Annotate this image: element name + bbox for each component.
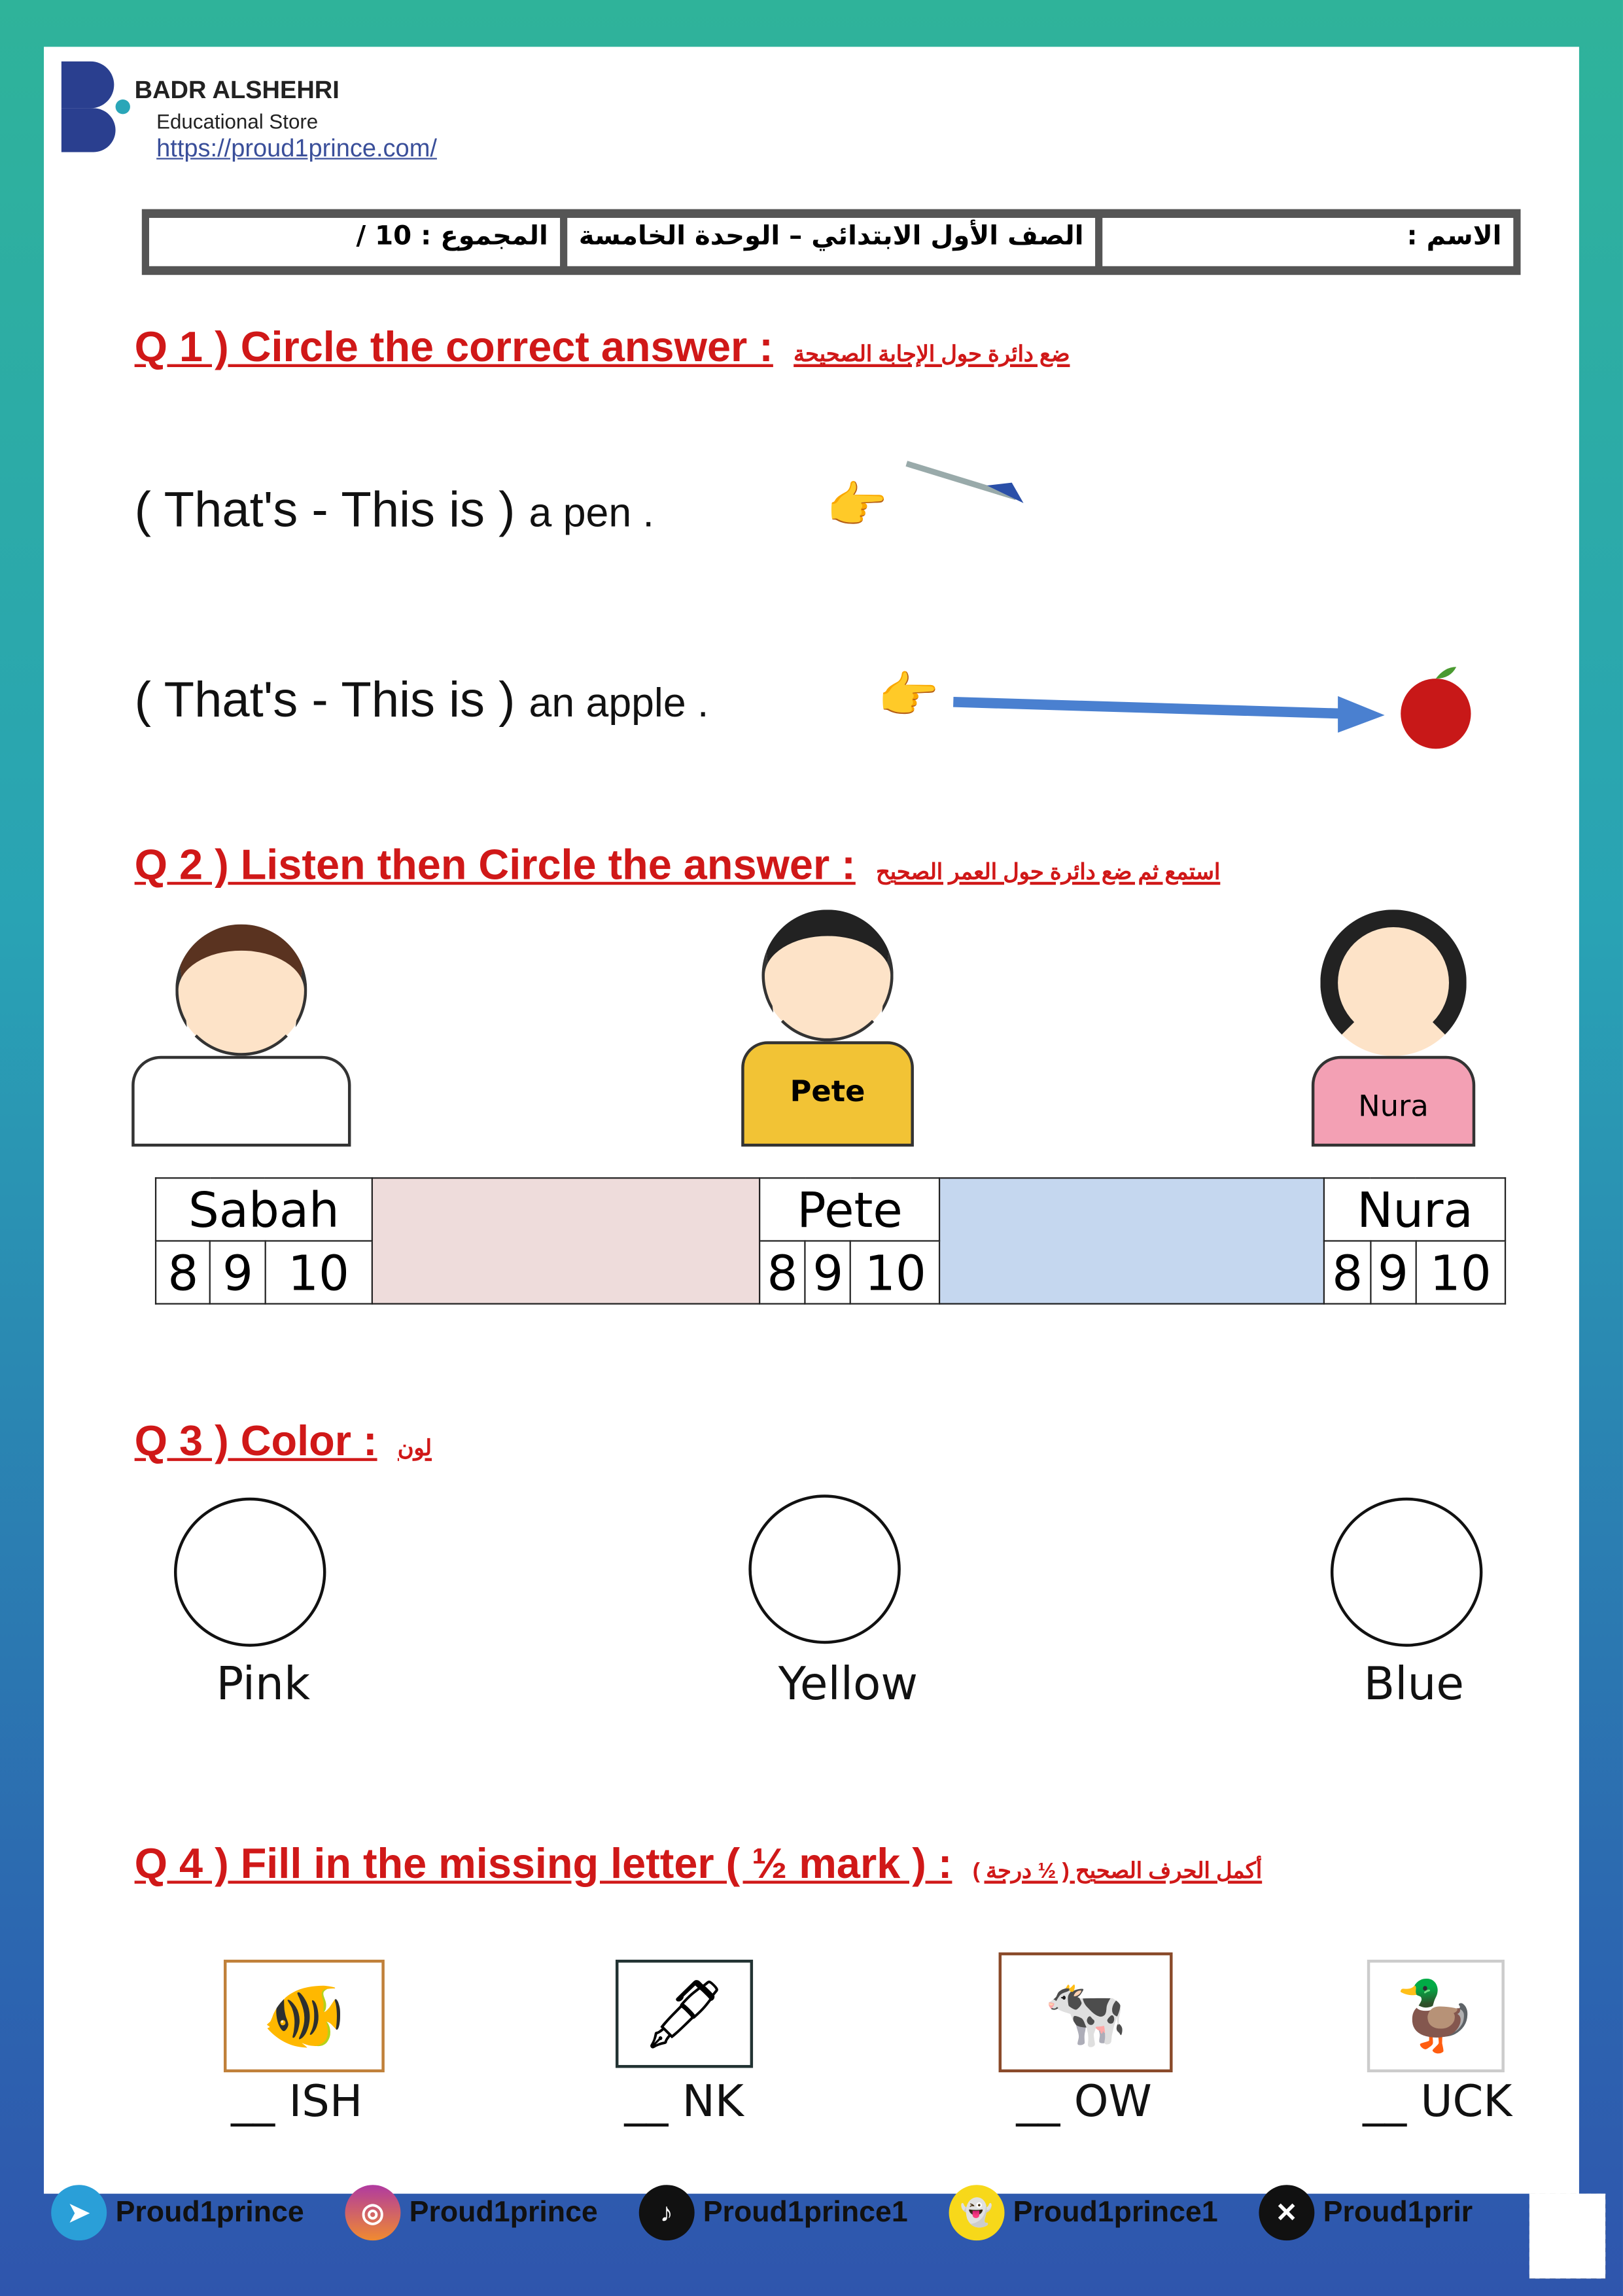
apple-image bbox=[1397, 661, 1477, 752]
social-handle: Proud1prir bbox=[1323, 2196, 1473, 2229]
name-nura: Nura bbox=[1325, 1178, 1505, 1241]
x-icon: ✕ bbox=[1259, 2185, 1314, 2240]
nura-image bbox=[1312, 910, 1475, 1146]
age-option[interactable]: 9 bbox=[1370, 1241, 1416, 1303]
color-label: Pink bbox=[216, 1658, 311, 1712]
pete-shirt-label: Pete bbox=[741, 1041, 914, 1146]
total-score-cell: المجموع : 10 / bbox=[149, 218, 560, 266]
age-option[interactable]: 8 bbox=[759, 1241, 805, 1303]
color-circle-yellow[interactable] bbox=[748, 1494, 900, 1644]
sentence-tail: a pen . bbox=[529, 489, 654, 536]
pen-image bbox=[899, 456, 1031, 508]
age-option[interactable]: 9 bbox=[805, 1241, 851, 1303]
social-handle: Proud1prince1 bbox=[703, 2196, 908, 2229]
q1-item-1 bbox=[135, 483, 654, 540]
q1-title-en: Q 1 ) Circle the correct answer : bbox=[134, 325, 773, 372]
color-circle-blue[interactable] bbox=[1331, 1498, 1482, 1647]
sabah-image bbox=[131, 925, 351, 1147]
pointing-hand-icon: 👉 bbox=[826, 476, 888, 536]
choice-options[interactable]: ( That's - This is ) bbox=[134, 673, 515, 729]
qr-code-icon bbox=[1529, 2194, 1605, 2279]
telegram-icon: ➤ bbox=[51, 2185, 107, 2240]
tiktok-link[interactable] bbox=[638, 2185, 907, 2240]
tiktok-icon: ♪ bbox=[638, 2185, 694, 2240]
x-link[interactable] bbox=[1259, 2185, 1473, 2240]
q2-title bbox=[135, 842, 1221, 891]
header-table bbox=[142, 209, 1521, 275]
q2-title-en: Q 2 ) Listen then Circle the answer : bbox=[134, 842, 856, 889]
social-links bbox=[51, 2185, 1473, 2240]
age-option[interactable]: 8 bbox=[1325, 1241, 1370, 1303]
instagram-icon: ◎ bbox=[345, 2185, 400, 2240]
ink-image: 🖋 bbox=[616, 1960, 753, 2068]
q4-title-en: Q 4 ) Fill in the missing letter ( ½ mark ) : bbox=[134, 1841, 952, 1888]
q4-title-ar: أكمل الحرف الصحيح ( ½ درجة ) bbox=[972, 1858, 1263, 1884]
color-label: Blue bbox=[1363, 1658, 1465, 1712]
pointing-hand-icon: 👉 bbox=[877, 667, 939, 726]
cow-image: 🐄 bbox=[999, 1952, 1173, 2072]
blue-spacer bbox=[940, 1178, 1325, 1303]
arrow-icon bbox=[951, 687, 1389, 739]
name-sabah: Sabah bbox=[156, 1178, 372, 1241]
social-handle: Proud1prince bbox=[409, 2196, 598, 2229]
snapchat-link[interactable] bbox=[949, 2185, 1217, 2240]
age-option[interactable]: 10 bbox=[265, 1241, 372, 1303]
brand-subtitle: Educational Store bbox=[156, 109, 319, 133]
q3-title-en: Q 3 ) Color : bbox=[134, 1419, 377, 1466]
age-option[interactable]: 10 bbox=[1416, 1241, 1505, 1303]
fish-image: 🐠 bbox=[224, 1960, 385, 2072]
snapchat-icon: 👻 bbox=[949, 2185, 1004, 2240]
instagram-link[interactable] bbox=[345, 2185, 597, 2240]
missing-letter-word[interactable]: __ OW bbox=[1016, 2076, 1152, 2128]
missing-letter-word[interactable]: __ NK bbox=[624, 2076, 744, 2128]
grade-unit-cell: الصف الأول الابتدائي – الوحدة الخامسة bbox=[567, 218, 1095, 266]
missing-letter-word[interactable]: __ UCK bbox=[1363, 2076, 1512, 2128]
pete-image bbox=[741, 910, 914, 1146]
color-circle-pink[interactable] bbox=[174, 1498, 326, 1647]
q3-title bbox=[135, 1419, 432, 1467]
store-link[interactable]: https://proud1prince.com/ bbox=[156, 134, 437, 163]
q1-title bbox=[135, 325, 1070, 373]
nura-shirt-label: Nura bbox=[1312, 1056, 1475, 1147]
student-name-cell[interactable]: الاسم : bbox=[1103, 218, 1514, 266]
q3-title-ar: لون bbox=[397, 1436, 432, 1461]
brand-name: BADR ALSHEHRI bbox=[134, 76, 340, 104]
q4-title bbox=[135, 1841, 1263, 1890]
social-handle: Proud1prince1 bbox=[1013, 2196, 1218, 2229]
missing-letter-word[interactable]: __ ISH bbox=[231, 2076, 363, 2128]
logo-icon bbox=[58, 58, 131, 155]
name-pete: Pete bbox=[759, 1178, 940, 1241]
q1-item-2 bbox=[135, 673, 709, 730]
color-label: Yellow bbox=[778, 1658, 918, 1712]
choice-options[interactable]: ( That's - This is ) bbox=[134, 482, 515, 539]
q2-title-ar: استمع ثم ضع دائرة حول العمر الصحيح bbox=[876, 860, 1221, 885]
pink-spacer bbox=[372, 1178, 759, 1303]
age-option[interactable]: 8 bbox=[156, 1241, 211, 1303]
telegram-link[interactable] bbox=[51, 2185, 304, 2240]
age-option[interactable]: 10 bbox=[851, 1241, 940, 1303]
q1-title-ar: ضع دائرة حول الإجابة الصحيحة bbox=[794, 342, 1070, 368]
social-handle: Proud1prince bbox=[115, 2196, 304, 2229]
duck-image: 🦆 bbox=[1367, 1960, 1505, 2072]
ages-table bbox=[155, 1177, 1506, 1304]
sentence-tail: an apple . bbox=[529, 680, 709, 726]
age-option[interactable]: 9 bbox=[211, 1241, 266, 1303]
